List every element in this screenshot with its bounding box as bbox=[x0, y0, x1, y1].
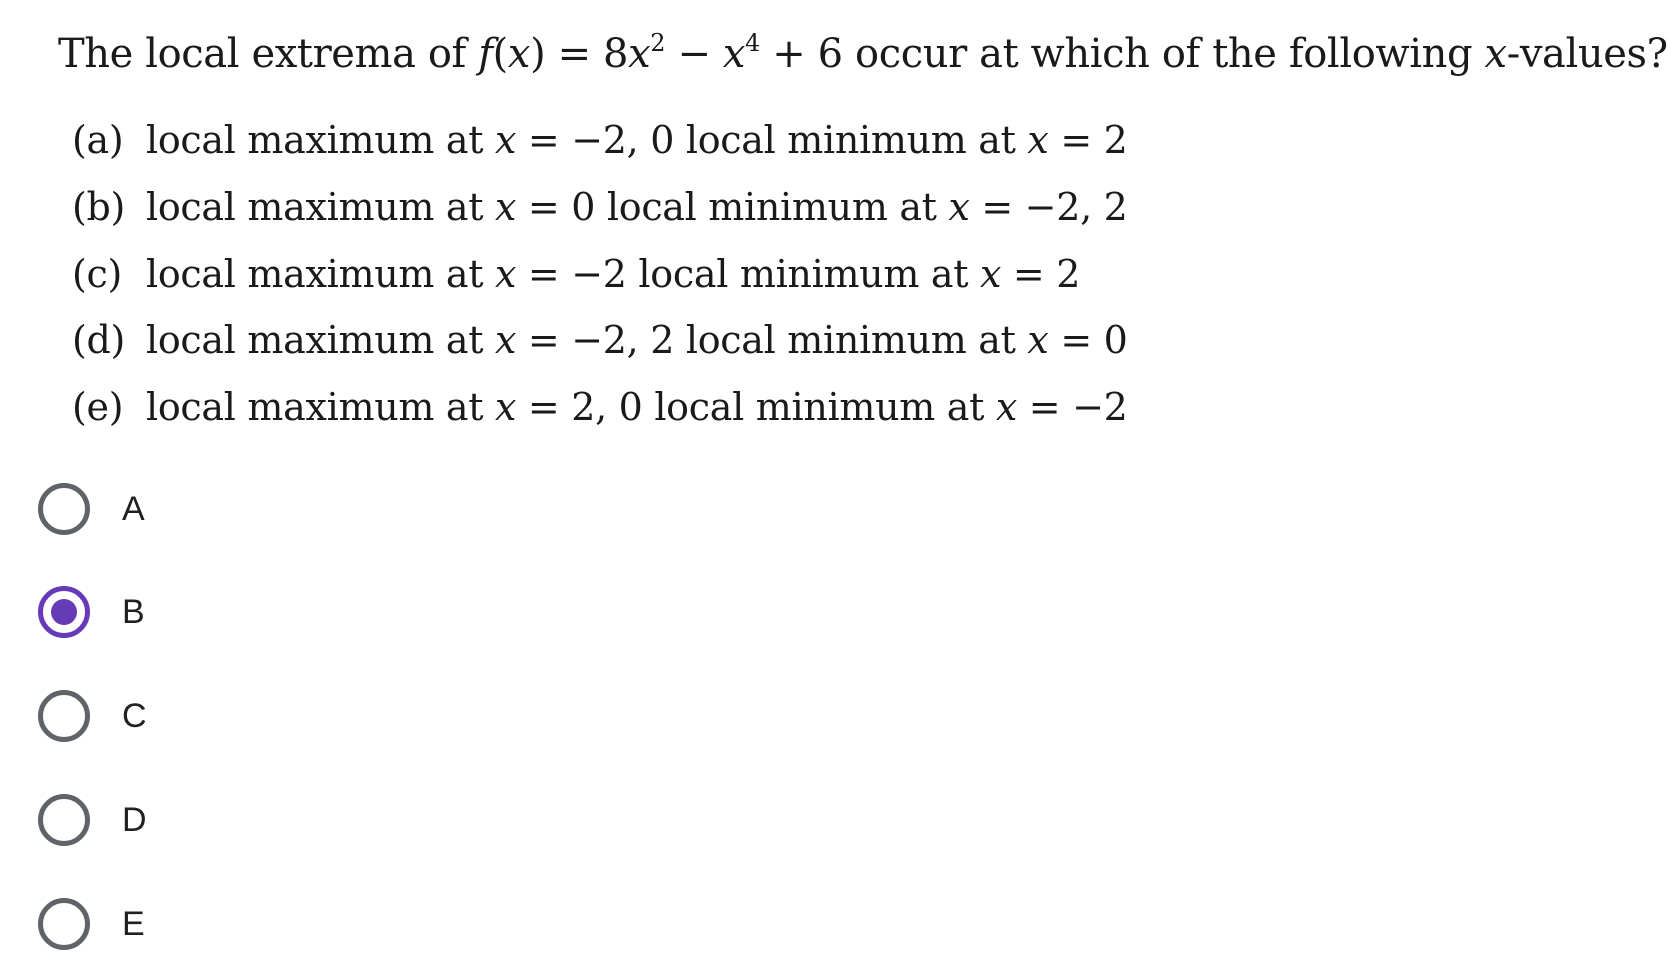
option-text: = 0 local minimum at bbox=[516, 185, 949, 229]
option-text: = −2, 2 local minimum at bbox=[516, 318, 1028, 362]
option-e bbox=[72, 381, 1128, 433]
question-stem bbox=[58, 26, 1668, 82]
option-c bbox=[72, 248, 1080, 300]
stem-equals: = 8 bbox=[545, 31, 629, 77]
option-variable: x bbox=[995, 385, 1018, 429]
stem-minus: − bbox=[665, 31, 723, 77]
stem-variable: x bbox=[507, 31, 531, 77]
option-text: = 2 bbox=[1048, 118, 1128, 162]
choice-label[interactable]: A bbox=[122, 489, 145, 528]
option-variable: x bbox=[979, 252, 1002, 296]
option-text: = −2, 2 bbox=[969, 185, 1128, 229]
option-variable: x bbox=[495, 385, 517, 429]
option-variable: x bbox=[495, 185, 517, 229]
choice-c[interactable] bbox=[38, 686, 338, 746]
option-text: = −2 local minimum at bbox=[516, 252, 980, 296]
option-variable: x bbox=[1027, 118, 1049, 162]
option-b bbox=[72, 181, 1128, 233]
option-variable: x bbox=[495, 118, 517, 162]
stem-text-middle: + 6 occur at which of the following bbox=[759, 31, 1485, 77]
option-text: = −2 bbox=[1017, 385, 1128, 429]
option-variable: x bbox=[1027, 318, 1049, 362]
option-text: = 0 bbox=[1048, 318, 1128, 362]
radio-c[interactable] bbox=[38, 690, 90, 742]
option-letter: (d) bbox=[72, 318, 126, 362]
choice-label[interactable]: E bbox=[122, 904, 145, 943]
stem-text: The local extrema of bbox=[58, 31, 479, 77]
stem-variable-fourth: x bbox=[722, 31, 746, 77]
stem-paren-close: ) bbox=[530, 31, 546, 77]
choice-d[interactable] bbox=[38, 790, 338, 850]
option-letter: (a) bbox=[72, 118, 124, 162]
option-letter: (e) bbox=[72, 385, 124, 429]
choice-label[interactable]: C bbox=[122, 696, 147, 735]
option-text: local maximum at bbox=[146, 185, 495, 229]
stem-paren-open: ( bbox=[492, 31, 508, 77]
option-text: local maximum at bbox=[146, 252, 495, 296]
stem-suffix: -values? bbox=[1506, 31, 1668, 77]
option-text: = 2, 0 local minimum at bbox=[516, 385, 996, 429]
option-text: local maximum at bbox=[146, 318, 495, 362]
option-a bbox=[72, 114, 1128, 166]
option-text: local maximum at bbox=[146, 385, 495, 429]
option-text: = 2 bbox=[1001, 252, 1081, 296]
radio-b[interactable] bbox=[38, 586, 90, 638]
option-variable: x bbox=[495, 252, 517, 296]
choice-e[interactable] bbox=[38, 894, 338, 954]
choice-label[interactable]: B bbox=[122, 592, 145, 631]
option-text: local maximum at bbox=[146, 118, 495, 162]
option-text: = −2, 0 local minimum at bbox=[516, 118, 1028, 162]
radio-dot bbox=[51, 599, 77, 625]
choice-a[interactable] bbox=[38, 479, 338, 539]
choice-b[interactable] bbox=[38, 582, 338, 642]
stem-exponent-4: 4 bbox=[745, 29, 760, 57]
radio-a[interactable] bbox=[38, 483, 90, 535]
stem-exponent-2: 2 bbox=[650, 29, 666, 57]
radio-e[interactable] bbox=[38, 898, 90, 950]
stem-variable-squared: x bbox=[628, 31, 651, 77]
stem-function-name: f bbox=[478, 31, 493, 77]
option-letter: (c) bbox=[72, 252, 123, 296]
option-d bbox=[72, 314, 1128, 366]
option-variable: x bbox=[495, 318, 517, 362]
choice-label[interactable]: D bbox=[122, 800, 147, 839]
option-variable: x bbox=[948, 185, 970, 229]
radio-d[interactable] bbox=[38, 794, 90, 846]
stem-x-variable: x bbox=[1484, 31, 1507, 77]
option-letter: (b) bbox=[72, 185, 126, 229]
